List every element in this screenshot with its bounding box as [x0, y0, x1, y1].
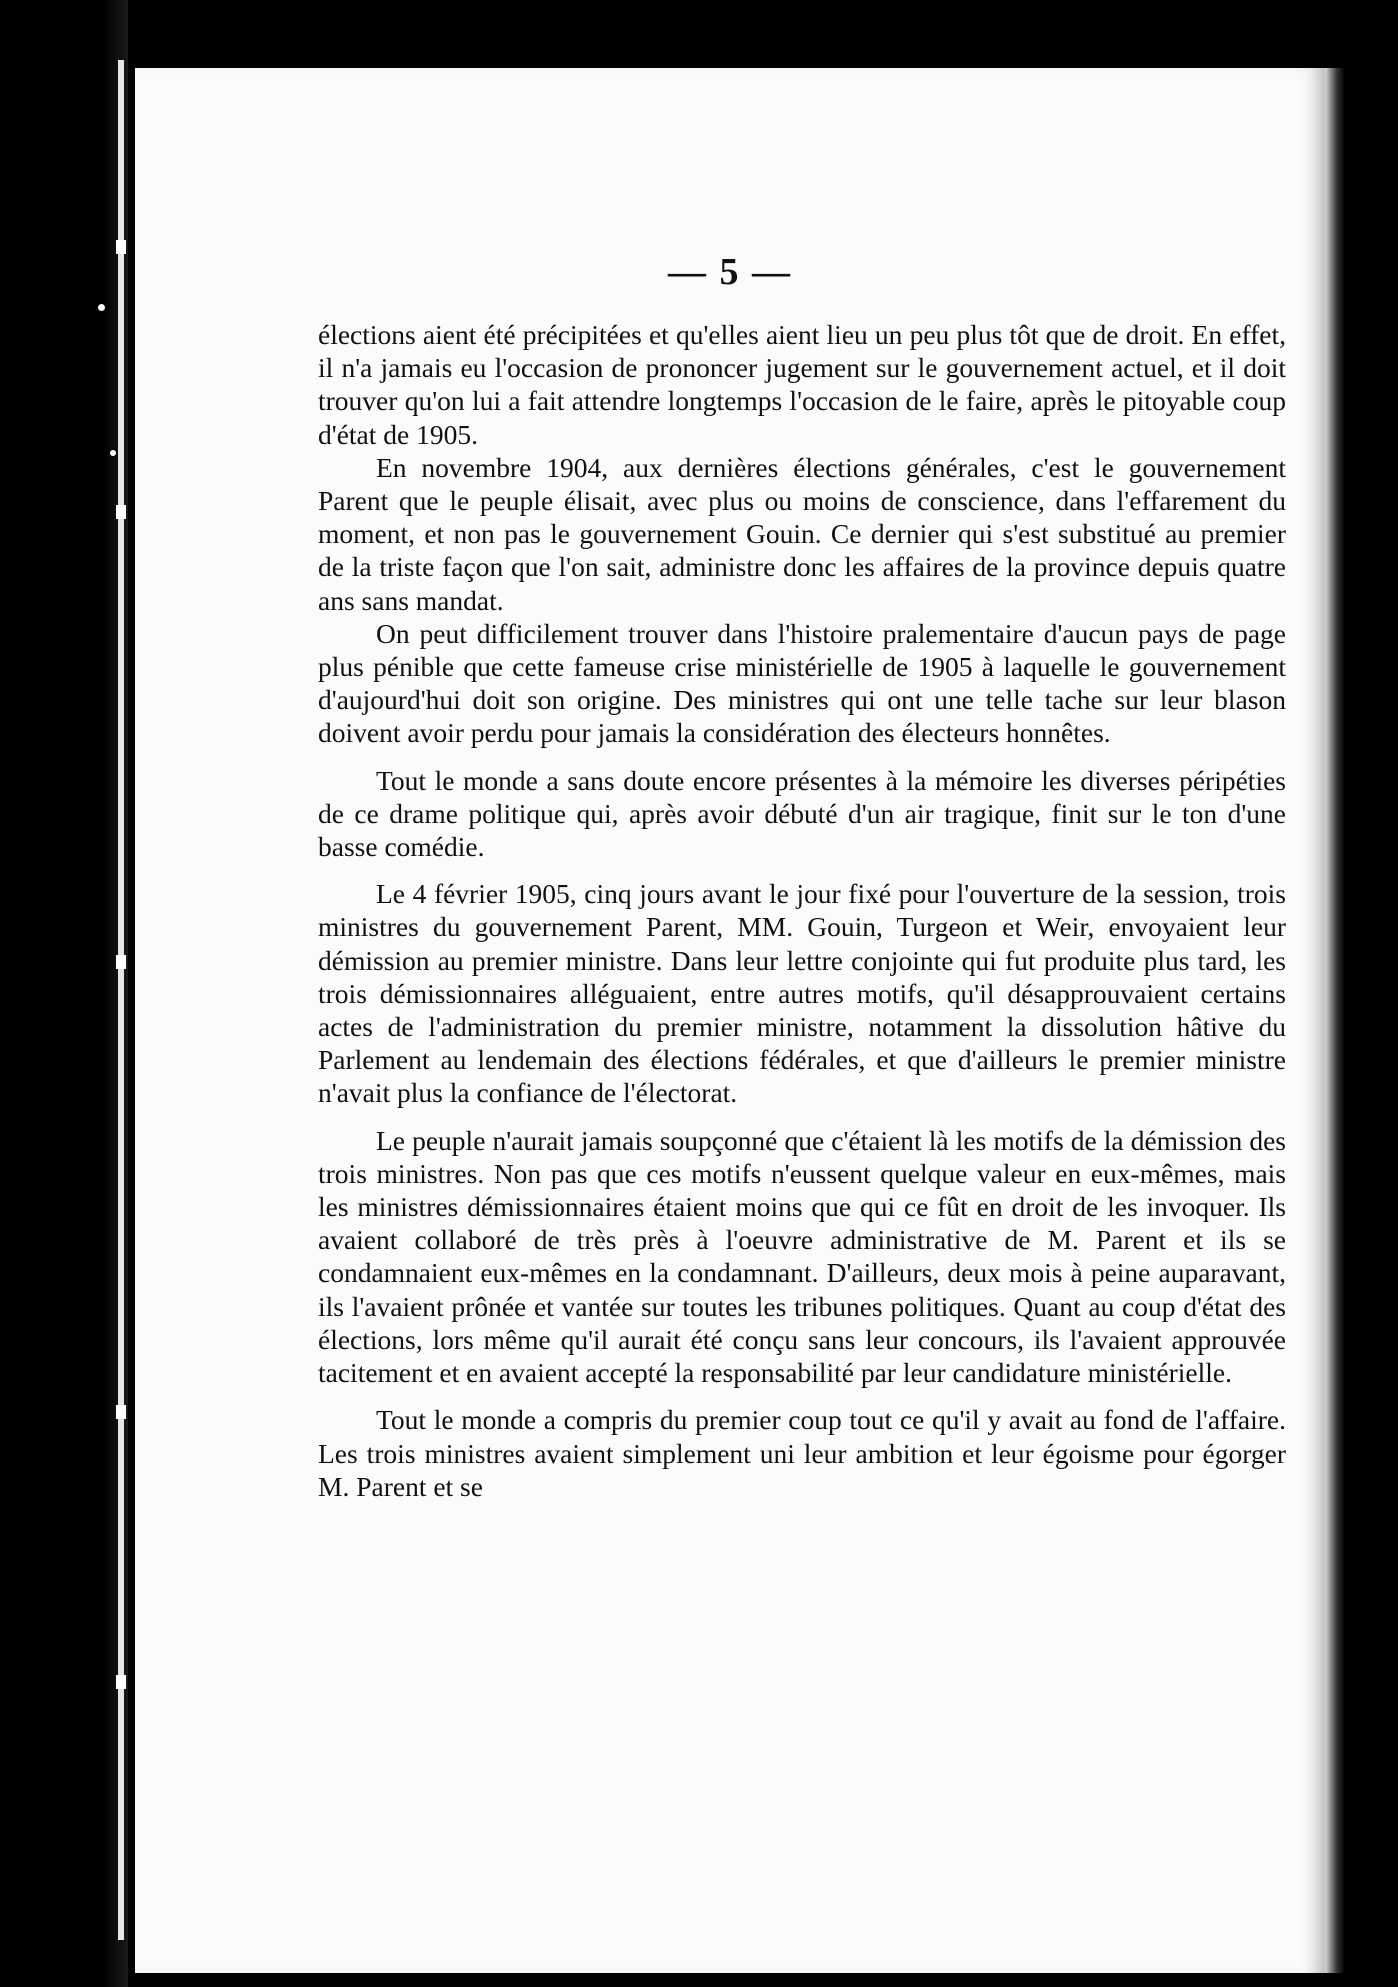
paragraph: élections aient été précipitées et qu'elles aient lieu un peu plus tôt que de droit. En effet, il n'a jamais eu l'occasion de prononcer jugement sur le gouvernement actuel, et il doit trouver qu'on lui a fait attendre longtemps l'occasion de le faire, après le pitoyable coup d'état de 1905. [318, 319, 1286, 450]
binding-stitch [116, 1405, 126, 1419]
paragraph: En novembre 1904, aux dernières élections générales, c'est le gouvernement Parent que le peuple élisait, avec plus ou moins de conscience, dans l'effarement du moment, et non pas le gouvernement Gouin. Ce dernier qui s'est substitué au premier de la triste façon que l'on sait, administre donc les affaires de la province depuis quatre ans sans mandat. [318, 451, 1286, 616]
paragraph: Tout le monde a compris du premier coup tout ce qu'il y avait au fond de l'affaire. Les trois ministres avaient simplement uni leur ambition et leur égoisme pour égorger M. Parent et se [318, 1404, 1286, 1502]
paragraph: Le peuple n'aurait jamais soupçonné que c'étaient là les motifs de la démission des trois ministres. Non pas que ces motifs n'eussent quelque valeur en eux-mêmes, mais les ministres démissionnaires étaient moins que qui ce fût en droit de les invoquer. Ils avaient collaboré de très près à l'oeuvre administrative de M. Parent et ils se condamnaient eux-mêmes en la condamnant. D'ailleurs, deux mois à peine auparavant, ils l'avaient prônée et vantée sur toutes les tribunes politiques. Quant au coup d'état des élections, lors même qu'il aurait été conçu sans leur concours, ils l'avaient approuvée tacitement et en avaient accepté la responsabilité par leur candidature ministérielle. [318, 1124, 1286, 1389]
paragraph: Tout le monde a sans doute encore présentes à la mémoire les diverses péripéties de ce drame politique qui, après avoir débuté d'un air tragique, finit sur le ton d'une basse comédie. [318, 764, 1286, 863]
binding-stitch [116, 955, 126, 969]
body-text [318, 318, 1286, 1503]
document-page [135, 68, 1325, 1973]
binding-stitch [116, 505, 126, 519]
page-number: — 5 — [668, 251, 792, 293]
paragraph: On peut difficilement trouver dans l'histoire pralementaire d'aucun pays de page plus pénible que cette fameuse crise ministérielle de 1905 à laquelle le gouvernement d'aujourd'hui doit son origine. Des ministres qui ont une telle tache sur leur blason doivent avoir perdu pour jamais la considération des électeurs honnêtes. [318, 617, 1286, 749]
paragraph: Le 4 février 1905, cinq jours avant le jour fixé pour l'ouverture de la session, trois ministres du gouvernement Parent, MM. Gouin, Turgeon et Weir, envoyaient leur démission au premier ministre. Dans leur lettre conjointe qui fut produite plus tard, les trois démissionnaires alléguaient, entre autres motifs, qu'il désapprouvaient certains actes de l'administration du premier ministre, notamment la dissolution hâtive du Parlement au lendemain des élections fédérales, et que d'ailleurs le premier ministre n'avait plus la confiance de l'électorat. [318, 878, 1286, 1109]
binding-edge [118, 60, 124, 1940]
book-spine [0, 0, 128, 1987]
binding-stitch [116, 1675, 126, 1689]
scan-speck [110, 450, 116, 456]
scan-speck [98, 304, 105, 311]
binding-stitch [116, 240, 126, 254]
page-edge-shadow [1325, 68, 1345, 1973]
